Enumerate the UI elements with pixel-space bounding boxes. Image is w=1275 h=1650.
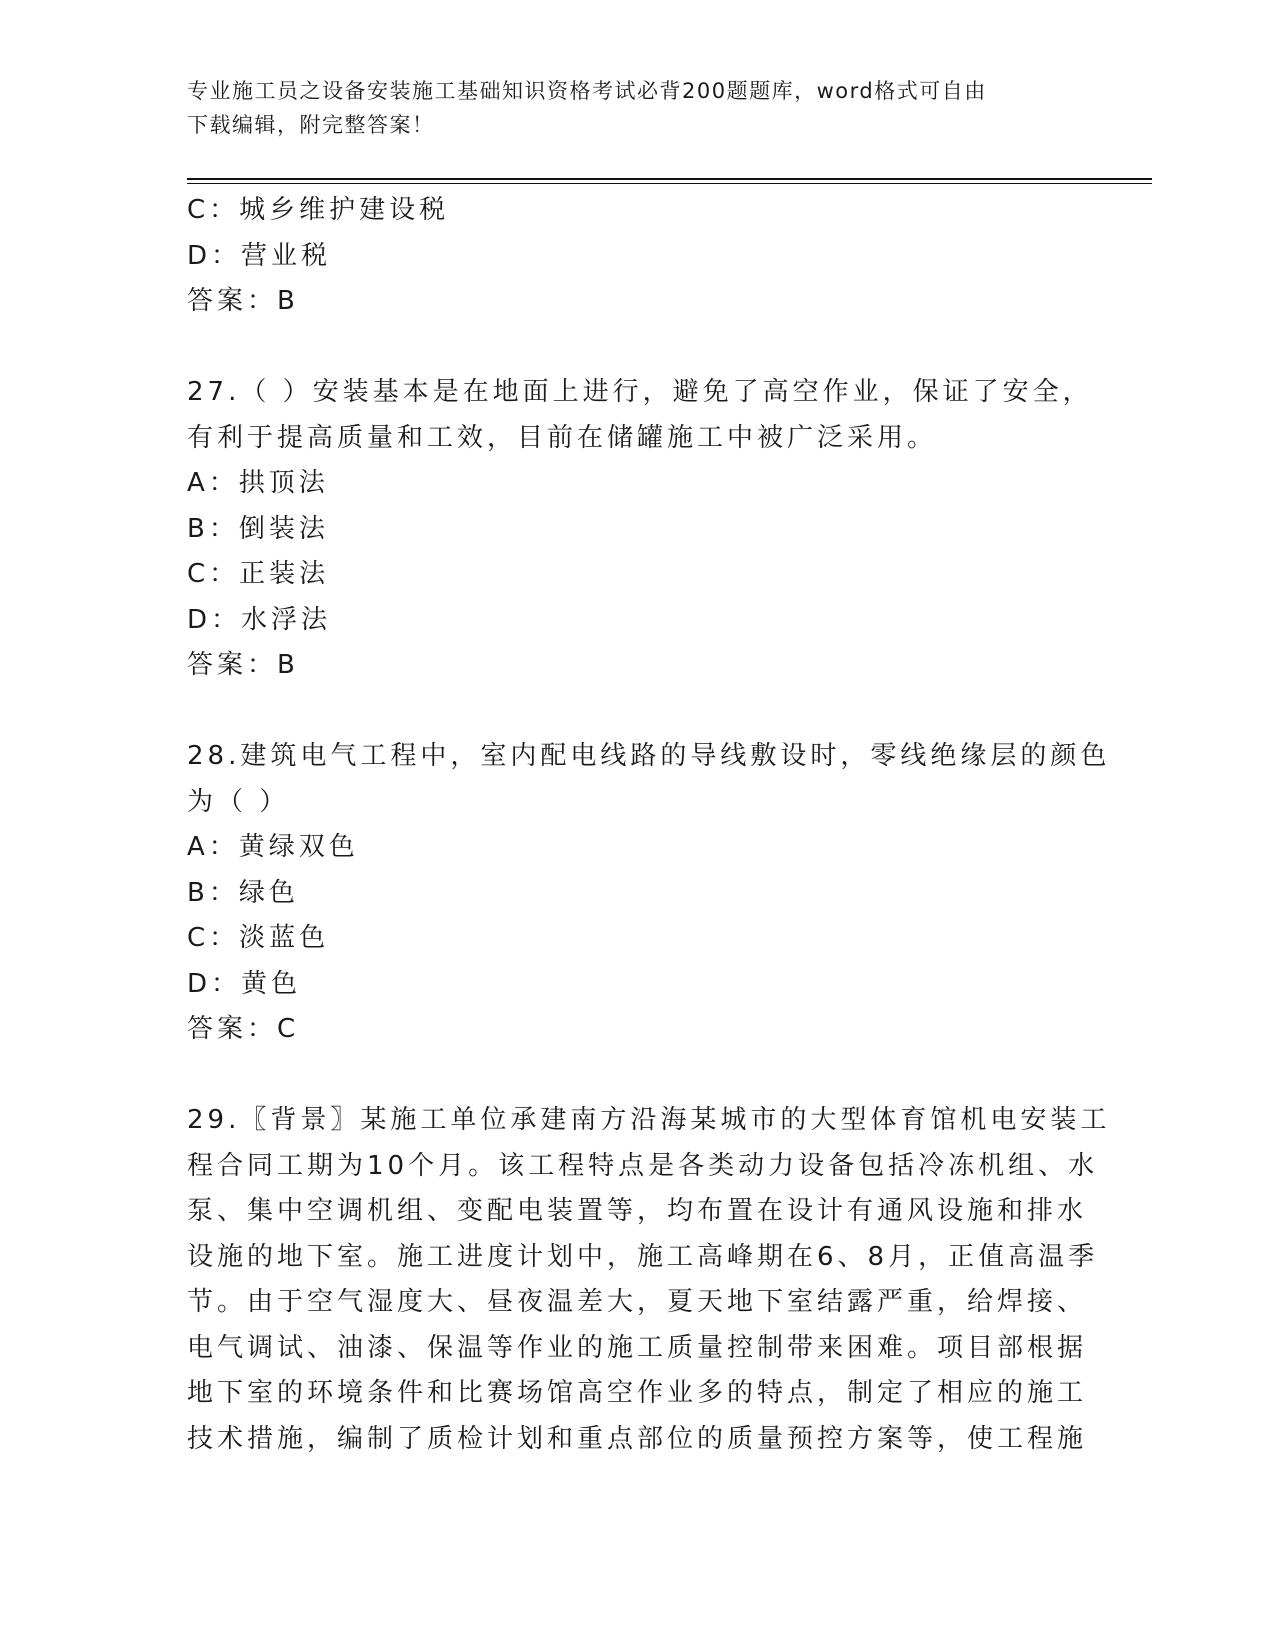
header-line: 下载编辑，附完整答案！ [187,113,435,137]
question-29-stem: 地下室的环境条件和比赛场馆高空作业多的特点，制定了相应的施工 [187,1378,1088,1408]
option-c: C：正装法 [187,559,330,589]
spacer [187,689,1082,735]
question-29-stem: 泵、集中空调机组、变配电装置等，均布置在设计有通风设施和排水 [187,1196,1088,1226]
option-b: B：绿色 [187,877,299,908]
option-d: D：黄色 [187,968,302,999]
question-content [187,188,1111,1462]
answer-line: 答案：C [187,1014,300,1044]
question-29-stem: 技术措施，编制了质检计划和重点部位的质量预控方案等，使工程施 [187,1423,1088,1454]
question-27-stem: 27.（ ）安装基本是在地面上进行，避免了高空作业，保证了安全， [187,377,1093,407]
option-a: A：黄绿双色 [187,832,359,862]
option-d: D：营业税 [187,240,332,271]
question-29-stem: 程合同工期为10个月。该工程特点是各类动力设备包括冷冻机组、水 [187,1150,1099,1181]
answer-line: 答案：B [187,286,299,316]
answer-line: 答案：B [187,650,299,680]
option-c: C：城乡维护建设税 [187,195,450,225]
option-c: C：淡蓝色 [187,923,330,953]
option-b: B：倒装法 [187,513,329,544]
question-28-stem: 为（ ） [187,786,290,817]
option-a: A：拱顶法 [187,468,329,498]
header-line: 专业施工员之设备安装施工基础知识资格考试必背200题题库，word格式可自由 [187,79,987,103]
question-28-stem: 28.建筑电气工程中，室内配电线路的导线敷设时，零线绝缘层的颜色 [187,741,1111,771]
question-27-stem: 有利于提高质量和工效，目前在储罐施工中被广泛采用。 [187,422,938,453]
header-divider-thin [187,183,1152,184]
question-29-stem: 电气调试、油漆、保温等作业的施工质量控制带来困难。项目部根据 [187,1332,1088,1363]
spacer [187,1053,1082,1099]
spacer [187,325,1082,371]
question-29-stem: 节。由于空气湿度大、昼夜温差大，夏天地下室结露严重，给焊接、 [187,1287,1088,1317]
option-d: D：水浮法 [187,604,332,635]
question-29-stem: 29.〖背景〗某施工单位承建南方沿海某城市的大型体育馆机电安装工 [187,1105,1111,1135]
document-header [187,74,1067,142]
question-29-stem: 设施的地下室。施工进度计划中，施工高峰期在6、8月，正值高温季 [187,1241,1099,1272]
header-divider-thick [187,178,1152,180]
